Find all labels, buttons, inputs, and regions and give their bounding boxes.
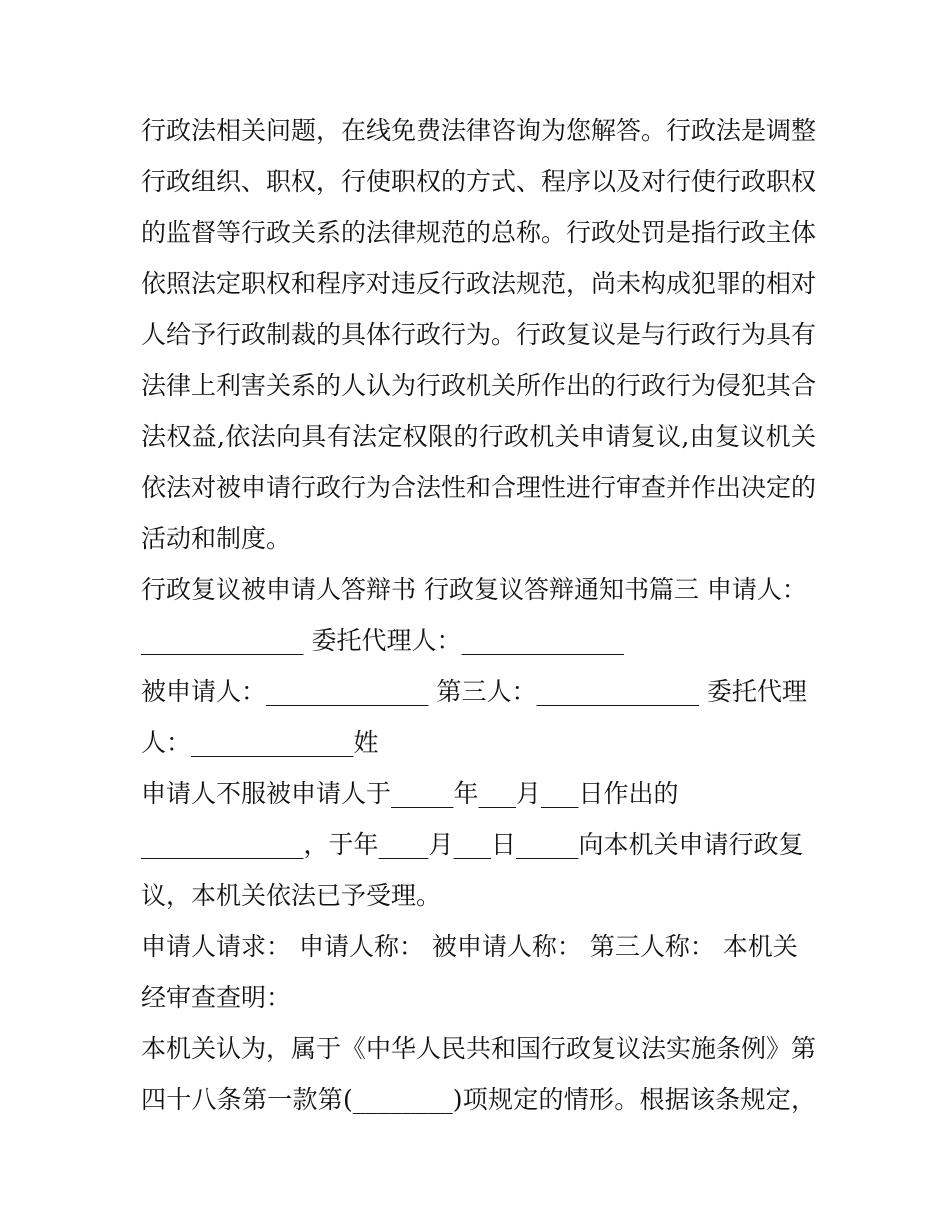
form-field-line: 人：_____________姓 <box>141 728 379 757</box>
form-field-line: 被申请人：_____________ 第三人：_____________ 委托代理 <box>141 677 807 706</box>
form-field-line: 经审查查明： <box>141 983 292 1012</box>
paragraph-line: 的监督等行政关系的法律规范的总称。行政处罚是指行政主体 <box>141 218 816 247</box>
form-field-line: 议，本机关依法已予受理。 <box>141 881 442 910</box>
paragraph-line: 人给予行政制裁的具体行政行为。行政复议是与行政行为具有 <box>141 320 816 349</box>
paragraph-line: 法权益,依法向具有法定权限的行政机关申请复议,由复议机关 <box>141 422 816 451</box>
paragraph-line: 依法对被申请行政行为合法性和合理性进行审查并作出决定的 <box>141 473 816 502</box>
form-field-line: _____________ 委托代理人：_____________ <box>141 626 624 655</box>
paragraph-line: 依照法定职权和程序对违反行政法规范，尚未构成犯罪的相对 <box>141 269 816 298</box>
paragraph-line: 四十八条第一款第(________)项规定的情形。根据该条规定， <box>141 1085 816 1114</box>
paragraph-line: 本机关认为，属于《中华人民共和国行政复议法实施条例》第 <box>141 1034 816 1063</box>
form-field-line: 申请人不服被申请人于_____年___月___日作出的 <box>141 779 679 808</box>
paragraph-line: 行政组织、职权，行使职权的方式、程序以及对行使行政职权 <box>141 167 816 196</box>
document-body <box>141 105 816 1125</box>
paragraph-line: 法律上利害关系的人认为行政机关所作出的行政行为侵犯其合 <box>141 371 816 400</box>
section-heading-line: 行政复议被申请人答辩书 行政复议答辩通知书篇三 申请人： <box>141 575 807 604</box>
form-field-line: 申请人请求： 申请人称： 被申请人称： 第三人称： 本机关 <box>141 932 798 961</box>
paragraph-line: 行政法相关问题，在线免费法律咨询为您解答。行政法是调整 <box>141 116 816 145</box>
paragraph-line: 活动和制度。 <box>141 524 292 553</box>
form-field-line: _____________，于年____月___日_____向本机关申请行政复 <box>141 830 804 859</box>
